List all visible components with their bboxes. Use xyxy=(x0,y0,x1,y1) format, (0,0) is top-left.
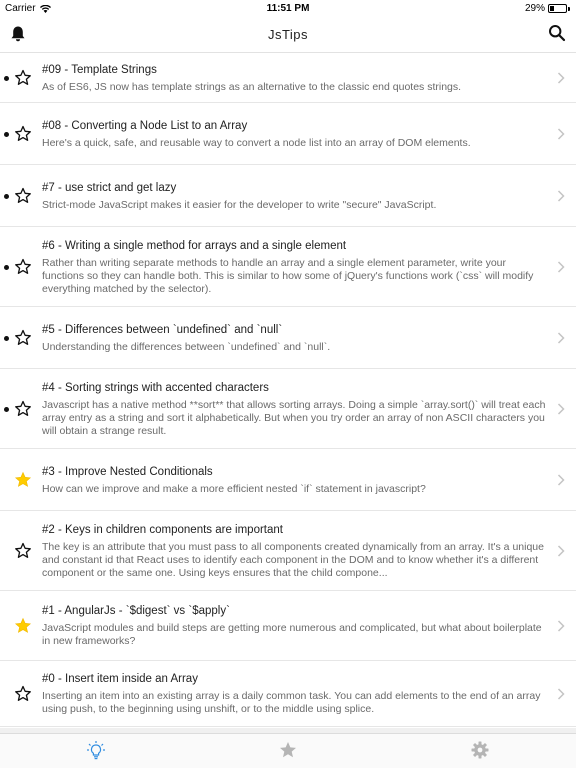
unread-dot xyxy=(4,407,9,412)
tip-title: #0 - Insert item inside an Array xyxy=(42,673,198,685)
page-title: JsTips xyxy=(267,27,309,42)
tip-row[interactable] xyxy=(0,511,576,591)
tip-row[interactable] xyxy=(0,307,576,369)
tip-text xyxy=(42,323,548,354)
star-filled-icon[interactable] xyxy=(14,471,32,489)
battery-percent: 29% xyxy=(524,3,545,14)
status-time: 11:51 PM xyxy=(266,3,310,14)
star-outline-icon[interactable] xyxy=(14,69,32,87)
tip-row[interactable] xyxy=(0,369,576,449)
tip-description: Javascript has a native method **sort** that allows sorting arrays. Doing a simple `array.sort()` will treat each array entry as a string and sort it alphabetically. But when you try order an array of non ASCII characters you will obtain a strange result. xyxy=(42,398,546,437)
unread-dot xyxy=(4,76,9,81)
tip-text xyxy=(42,119,548,150)
tip-title: #6 - Writing a single method for arrays and a single element xyxy=(42,239,347,252)
chevron-right-icon xyxy=(557,688,565,700)
unread-dot xyxy=(4,132,9,137)
tip-text xyxy=(42,465,548,496)
tip-text xyxy=(42,523,548,580)
tip-row[interactable] xyxy=(0,103,576,165)
tip-row[interactable] xyxy=(0,53,576,103)
star-outline-icon[interactable] xyxy=(14,542,32,560)
tip-description: Here's a quick, safe, and reusable way to convert a node list into an array of DOM elements. xyxy=(42,136,471,149)
tip-description: How can we improve and make a more efficient nested `if` statement in javascript? xyxy=(42,482,426,495)
tip-text xyxy=(42,604,548,648)
tip-row[interactable] xyxy=(0,449,576,511)
chevron-right-icon xyxy=(557,332,565,344)
tab-favorites-star-icon[interactable] xyxy=(278,740,298,760)
battery-icon xyxy=(548,4,567,13)
star-filled-icon[interactable] xyxy=(14,617,32,635)
tip-row[interactable] xyxy=(0,165,576,227)
battery xyxy=(525,3,570,14)
unread-dot xyxy=(4,336,9,341)
star-outline-icon[interactable] xyxy=(14,329,32,347)
chevron-right-icon xyxy=(557,620,565,632)
tip-description: Strict-mode JavaScript makes it easier for the developer to write "secure" JavaScript. xyxy=(42,198,437,211)
tip-description: Inserting an item into an existing array is a daily common task. You can add elements to the end of an array using push, to the beginning using unshift, or to the middle using splice. xyxy=(42,690,541,715)
tip-row[interactable] xyxy=(0,591,576,661)
tip-title: #3 - Improve Nested Conditionals xyxy=(42,465,213,478)
search-icon[interactable] xyxy=(548,24,566,42)
unread-dot xyxy=(4,265,9,270)
tip-text xyxy=(42,239,548,296)
chevron-right-icon xyxy=(557,128,565,140)
tip-description: Understanding the differences between `undefined` and `null`. xyxy=(42,340,331,353)
nav-bar xyxy=(0,18,576,53)
status-bar xyxy=(0,0,576,18)
chevron-right-icon xyxy=(557,190,565,202)
tip-description: JavaScript modules and build steps are getting more numerous and complicated, but what about boilerplate in new frameworks? xyxy=(42,622,542,647)
tip-description: Rather than writing separate methods to handle an array and a single element parameter, write your functions so they can handle both. This is similar to how some of jQuery's functions work (`css` will modify everything matched by the selector). xyxy=(42,256,534,295)
chevron-right-icon xyxy=(557,545,565,557)
tip-title: #2 - Keys in children components are important xyxy=(42,523,283,536)
tip-row[interactable] xyxy=(0,227,576,307)
tip-title: #5 - Differences between `undefined` and `null` xyxy=(42,323,283,336)
tip-description: The key is an attribute that you must pass to all components created dynamically from an array. It's a unique and constant id that React uses to identify each component in the DOM and to know whether it's a different component or the same one. Using keys ensures that the child compone... xyxy=(42,540,544,579)
star-outline-icon[interactable] xyxy=(14,685,32,703)
star-outline-icon[interactable] xyxy=(14,125,32,143)
star-outline-icon[interactable] xyxy=(14,258,32,276)
chevron-right-icon xyxy=(557,474,565,486)
tip-title: #09 - Template Strings xyxy=(42,63,157,76)
unread-dot xyxy=(4,194,9,199)
tip-row[interactable] xyxy=(0,661,576,727)
tip-title: #7 - use strict and get lazy xyxy=(42,181,177,194)
tip-title: #4 - Sorting strings with accented characters xyxy=(42,381,269,394)
carrier-label: Carrier xyxy=(5,3,36,14)
tips-list xyxy=(0,53,576,727)
tip-title: #08 - Converting a Node List to an Array xyxy=(42,119,248,132)
tip-text xyxy=(42,381,548,438)
tip-text xyxy=(42,181,548,212)
tip-text xyxy=(42,672,548,716)
star-outline-icon[interactable] xyxy=(14,400,32,418)
tab-settings-gear-icon[interactable] xyxy=(470,740,490,760)
chevron-right-icon xyxy=(557,403,565,415)
tip-description: As of ES6, JS now has template strings as an alternative to the classic end quotes strings. xyxy=(42,80,462,93)
chevron-right-icon xyxy=(557,72,565,84)
tip-text xyxy=(42,63,548,94)
tab-bar xyxy=(0,733,576,768)
tip-title: #1 - AngularJs - `$digest` vs `$apply` xyxy=(42,605,230,617)
tab-tips-lightbulb-icon[interactable] xyxy=(86,740,106,760)
chevron-right-icon xyxy=(557,261,565,273)
star-outline-icon[interactable] xyxy=(14,187,32,205)
